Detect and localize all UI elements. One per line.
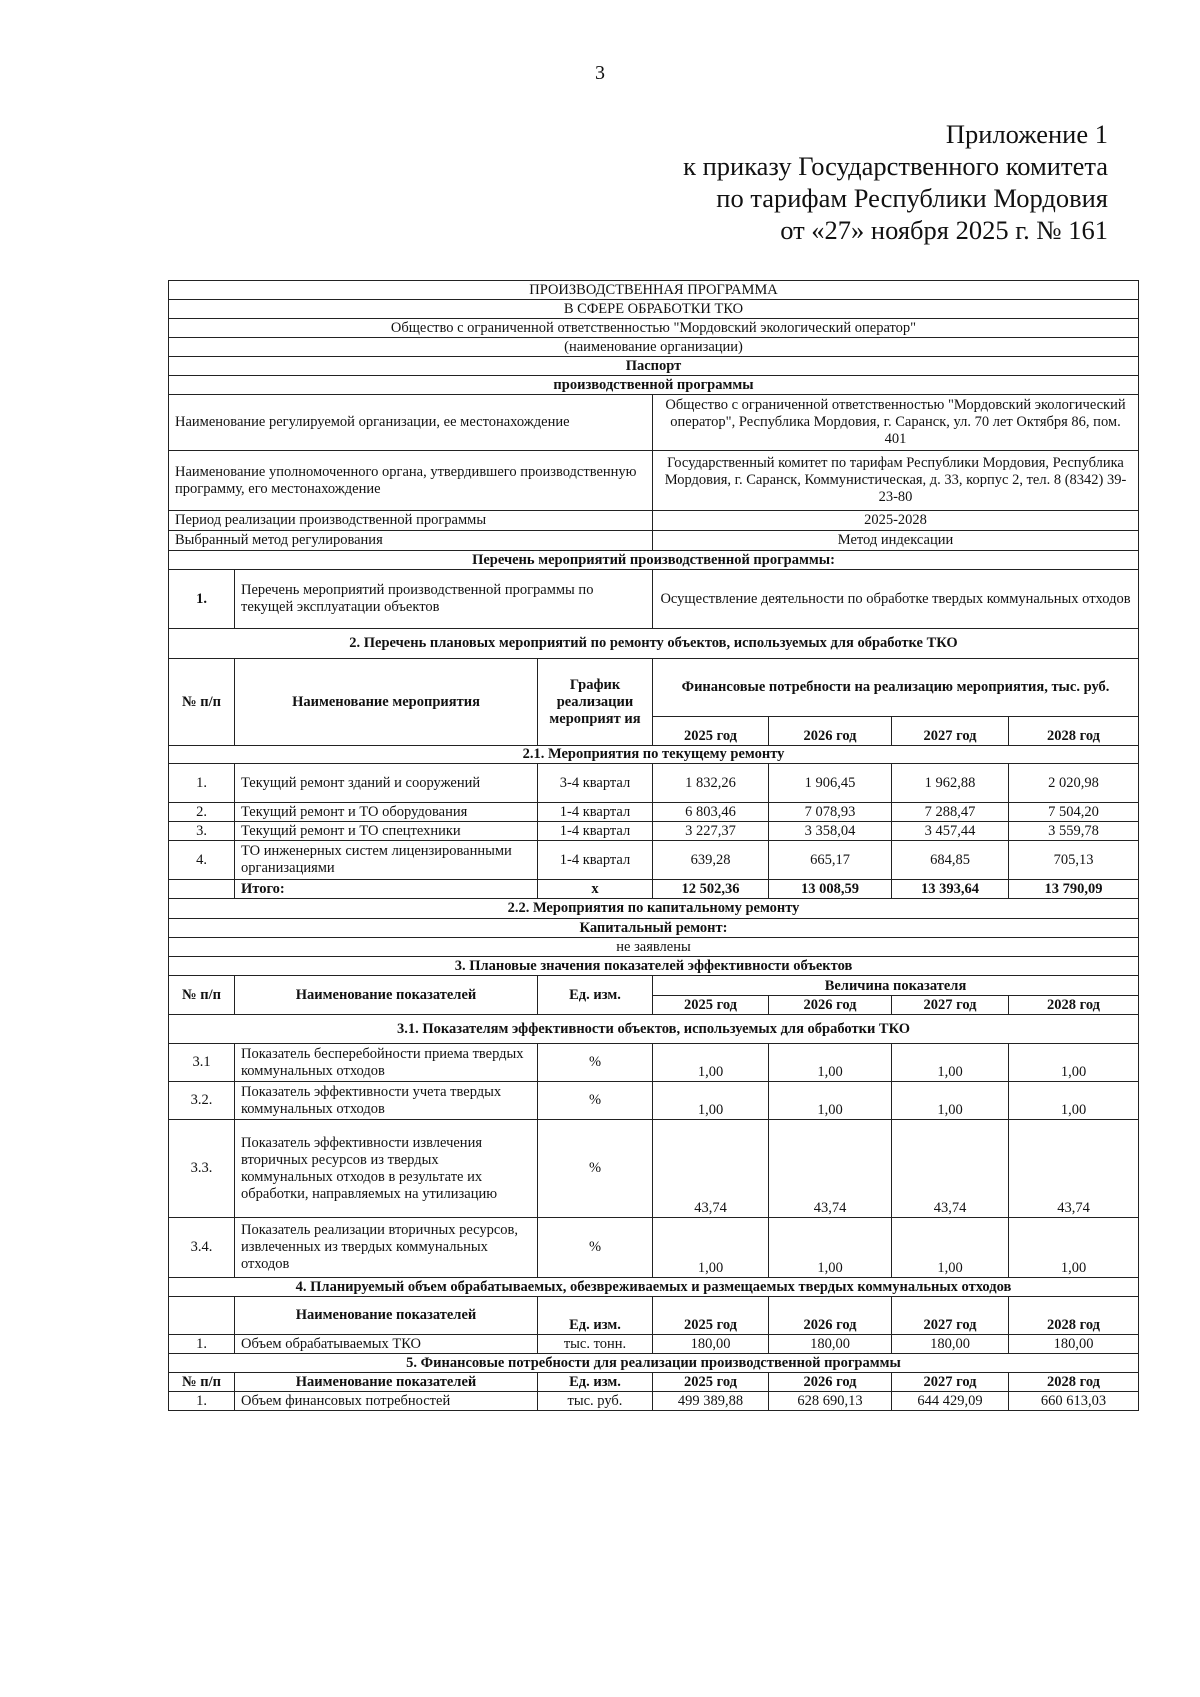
- section4-year-2028: 2028 год: [1009, 1297, 1139, 1335]
- row-name: Показатель реализации вторичных ресурсов, извлеченных из твердых коммунальных отходов: [235, 1218, 538, 1278]
- row-value-2025: 3 227,37: [653, 822, 769, 841]
- section2-col-schedule: График реализации мероприят ия: [538, 659, 653, 746]
- row-value-2027: 1,00: [892, 1218, 1009, 1278]
- row-value-2027: 1 962,88: [892, 764, 1009, 803]
- row-name: Показатель эффективности учета твердых коммунальных отходов: [235, 1082, 538, 1120]
- program-table: [168, 280, 1139, 1411]
- row-value-2026: 1,00: [769, 1218, 892, 1278]
- row-value-2025: 6 803,46: [653, 803, 769, 822]
- table-row: [169, 1218, 1139, 1278]
- total-value-2027: 13 393,64: [892, 880, 1009, 899]
- row-num: 3.3.: [169, 1120, 235, 1218]
- section1-value: Осуществление деятельности по обработке твердых коммунальных отходов: [653, 570, 1139, 629]
- row-name: Текущий ремонт зданий и сооружений: [235, 764, 538, 803]
- appendix-title: Приложение 1: [945, 119, 1108, 149]
- row-unit: %: [538, 1044, 653, 1082]
- row-value-2028: 3 559,78: [1009, 822, 1139, 841]
- row-value-2025: 1,00: [653, 1044, 769, 1082]
- row-value-2026: 7 078,93: [769, 803, 892, 822]
- section5-col-num: № п/п: [169, 1373, 235, 1392]
- section4-header-row: [169, 1297, 1139, 1335]
- section2-year-2026: 2026 год: [769, 717, 892, 746]
- section4-title: 4. Планируемый объем обрабатываемых, обезвреживаемых и размещаемых твердых коммунальных отходов: [169, 1278, 1139, 1297]
- row-value-2028: 1,00: [1009, 1218, 1139, 1278]
- row-value-2027: 1,00: [892, 1082, 1009, 1120]
- page-number: 3: [595, 62, 605, 84]
- row-schedule: 1-4 квартал: [538, 822, 653, 841]
- passport-row-authority: [169, 451, 1139, 511]
- row-value-2028: 7 504,20: [1009, 803, 1139, 822]
- row-value-2025: 180,00: [653, 1335, 769, 1354]
- program-sphere: В СФЕРЕ ОБРАБОТКИ ТКО: [169, 300, 1139, 319]
- section5-header-row: [169, 1373, 1139, 1392]
- row-name: Показатель бесперебойности приема твердых коммунальных отходов: [235, 1044, 538, 1082]
- table-row: [169, 803, 1139, 822]
- section3-year-2026: 2026 год: [769, 996, 892, 1015]
- total-label: Итого:: [235, 880, 538, 899]
- section2-sub2-title: 2.2. Мероприятия по капитальному ремонту: [169, 899, 1139, 919]
- table-row: [169, 764, 1139, 803]
- program-title: ПРОИЗВОДСТВЕННАЯ ПРОГРАММА: [169, 281, 1139, 300]
- row-value-2028: 705,13: [1009, 841, 1139, 880]
- row-num: 3.: [169, 822, 235, 841]
- total-value-2028: 13 790,09: [1009, 880, 1139, 899]
- passport-period-value: 2025-2028: [653, 511, 1139, 531]
- appendix-order-line: к приказу Государственного комитета: [683, 151, 1108, 181]
- row-value-2028: 1,00: [1009, 1082, 1139, 1120]
- total-value-2025: 12 502,36: [653, 880, 769, 899]
- passport-row-period: [169, 511, 1139, 531]
- row-num: 1.: [169, 1392, 235, 1411]
- row-name: ТО инженерных систем лицензированными организациями: [235, 841, 538, 880]
- total-num-empty: [169, 880, 235, 899]
- row-name: Текущий ремонт и ТО оборудования: [235, 803, 538, 822]
- row-schedule: 3-4 квартал: [538, 764, 653, 803]
- passport-row-method: [169, 531, 1139, 551]
- row-value-2027: 644 429,09: [892, 1392, 1009, 1411]
- row-num: 3.1: [169, 1044, 235, 1082]
- appendix-committee-line: по тарифам Республики Мордовия: [716, 183, 1108, 213]
- section3-col-num: № п/п: [169, 976, 235, 1015]
- appendix-header: [683, 118, 1108, 246]
- section2-year-2028: 2028 год: [1009, 717, 1139, 746]
- section1-num: 1.: [169, 570, 235, 629]
- section5-year-2025: 2025 год: [653, 1373, 769, 1392]
- capital-repair-label: Капитальный ремонт:: [169, 919, 1139, 938]
- total-value-2026: 13 008,59: [769, 880, 892, 899]
- table-row: [169, 1335, 1139, 1354]
- passport-period-label: Период реализации производственной программы: [169, 511, 653, 531]
- row-value-2026: 43,74: [769, 1120, 892, 1218]
- row-value-2026: 628 690,13: [769, 1392, 892, 1411]
- capital-repair-value: не заявлены: [169, 938, 1139, 957]
- section4-col-unit: Ед. изм.: [538, 1297, 653, 1335]
- total-row: [169, 880, 1139, 899]
- section2-col-name: Наименование мероприятия: [235, 659, 538, 746]
- section4-col-name: Наименование показателей: [235, 1297, 538, 1335]
- row-name: Объем обрабатываемых ТКО: [235, 1335, 538, 1354]
- table-row: [169, 1082, 1139, 1120]
- row-value-2025: 1,00: [653, 1082, 769, 1120]
- section2-header-row: [169, 659, 1139, 717]
- section3-year-2025: 2025 год: [653, 996, 769, 1015]
- table-row: [169, 841, 1139, 880]
- row-value-2028: 660 613,03: [1009, 1392, 1139, 1411]
- section4-year-2025: 2025 год: [653, 1297, 769, 1335]
- row-value-2027: 3 457,44: [892, 822, 1009, 841]
- passport-method-value: Метод индексации: [653, 531, 1139, 551]
- section2-col-num: № п/п: [169, 659, 235, 746]
- section5-year-2028: 2028 год: [1009, 1373, 1139, 1392]
- section3-col-name: Наименование показателей: [235, 976, 538, 1015]
- row-value-2028: 43,74: [1009, 1120, 1139, 1218]
- row-value-2028: 2 020,98: [1009, 764, 1139, 803]
- row-value-2026: 3 358,04: [769, 822, 892, 841]
- section5-col-name: Наименование показателей: [235, 1373, 538, 1392]
- row-value-2025: 43,74: [653, 1120, 769, 1218]
- row-num: 2.: [169, 803, 235, 822]
- table-row: [169, 1392, 1139, 1411]
- table-row: [169, 1120, 1139, 1218]
- row-value-2028: 1,00: [1009, 1044, 1139, 1082]
- appendix-date-line: от «27» ноября 2025 г. № 161: [780, 215, 1108, 245]
- organization-caption: (наименование организации): [169, 338, 1139, 357]
- row-value-2026: 180,00: [769, 1335, 892, 1354]
- section5-title: 5. Финансовые потребности для реализации производственной программы: [169, 1354, 1139, 1373]
- passport-org-label: Наименование регулируемой организации, ее местонахождение: [169, 395, 653, 451]
- section1-row: [169, 570, 1139, 629]
- row-num: 4.: [169, 841, 235, 880]
- section3-year-2027: 2027 год: [892, 996, 1009, 1015]
- section2-sub1-title: 2.1. Мероприятия по текущему ремонту: [169, 746, 1139, 764]
- row-unit: %: [538, 1082, 653, 1120]
- section3-year-2028: 2028 год: [1009, 996, 1139, 1015]
- organization-name: Общество с ограниченной ответственностью "Мордовский экологический оператор": [169, 319, 1139, 338]
- passport-method-label: Выбранный метод регулирования: [169, 531, 653, 551]
- row-value-2025: 499 389,88: [653, 1392, 769, 1411]
- row-value-2026: 1,00: [769, 1082, 892, 1120]
- passport-org-value: Общество с ограниченной ответственностью "Мордовский экологический оператор", Республика Мордовия, г. Саранск, ул. 70 лет Октября 86, пом. 401: [653, 395, 1139, 451]
- row-num: 1.: [169, 764, 235, 803]
- passport-title: Паспорт: [169, 357, 1139, 376]
- section3-col-unit: Ед. изм.: [538, 976, 653, 1015]
- passport-authority-label: Наименование уполномоченного органа, утвердившего производственную программу, его местонахождение: [169, 451, 653, 511]
- row-unit: тыс. руб.: [538, 1392, 653, 1411]
- row-value-2027: 684,85: [892, 841, 1009, 880]
- section1-title: Перечень мероприятий производственной программы:: [169, 551, 1139, 570]
- passport-row-organization: [169, 395, 1139, 451]
- section2-year-2027: 2027 год: [892, 717, 1009, 746]
- row-num: 1.: [169, 1335, 235, 1354]
- row-value-2027: 180,00: [892, 1335, 1009, 1354]
- row-num: 3.2.: [169, 1082, 235, 1120]
- row-value-2027: 43,74: [892, 1120, 1009, 1218]
- section3-title: 3. Плановые значения показателей эффективности объектов: [169, 957, 1139, 976]
- row-schedule: 1-4 квартал: [538, 841, 653, 880]
- row-name: Текущий ремонт и ТО спецтехники: [235, 822, 538, 841]
- section3-col-value: Величина показателя: [653, 976, 1139, 996]
- passport-authority-value: Государственный комитет по тарифам Республики Мордовия, Республика Мордовия, г. Саранск, Коммунистическая, д. 33, корпус 2, тел. 8 (8342) 39-23-80: [653, 451, 1139, 511]
- row-value-2027: 1,00: [892, 1044, 1009, 1082]
- section3-sub-title: 3.1. Показателям эффективности объектов, используемых для обработки ТКО: [169, 1015, 1139, 1044]
- row-num: 3.4.: [169, 1218, 235, 1278]
- section4-col-num-empty: [169, 1297, 235, 1335]
- row-value-2025: 639,28: [653, 841, 769, 880]
- row-value-2025: 1 832,26: [653, 764, 769, 803]
- passport-subtitle: производственной программы: [169, 376, 1139, 395]
- row-name: Показатель эффективности извлечения вторичных ресурсов из твердых коммунальных отходов в результате их обработки, направляемых на утилизацию: [235, 1120, 538, 1218]
- row-schedule: 1-4 квартал: [538, 803, 653, 822]
- row-value-2028: 180,00: [1009, 1335, 1139, 1354]
- section2-year-2025: 2025 год: [653, 717, 769, 746]
- row-value-2026: 1,00: [769, 1044, 892, 1082]
- row-value-2026: 1 906,45: [769, 764, 892, 803]
- row-value-2027: 7 288,47: [892, 803, 1009, 822]
- row-unit: тыс. тонн.: [538, 1335, 653, 1354]
- section4-year-2026: 2026 год: [769, 1297, 892, 1335]
- row-unit: %: [538, 1218, 653, 1278]
- section4-year-2027: 2027 год: [892, 1297, 1009, 1335]
- section5-year-2026: 2026 год: [769, 1373, 892, 1392]
- table-row: [169, 822, 1139, 841]
- section5-year-2027: 2027 год: [892, 1373, 1009, 1392]
- section3-header-row: [169, 976, 1139, 996]
- section1-label: Перечень мероприятий производственной программы по текущей эксплуатации объектов: [235, 570, 653, 629]
- row-value-2025: 1,00: [653, 1218, 769, 1278]
- section2-col-finance: Финансовые потребности на реализацию мероприятия, тыс. руб.: [653, 659, 1139, 717]
- table-row: [169, 1044, 1139, 1082]
- section2-title: 2. Перечень плановых мероприятий по ремонту объектов, используемых для обработке ТКО: [169, 629, 1139, 659]
- row-value-2026: 665,17: [769, 841, 892, 880]
- total-schedule: x: [538, 880, 653, 899]
- row-name: Объем финансовых потребностей: [235, 1392, 538, 1411]
- row-unit: %: [538, 1120, 653, 1218]
- section5-col-unit: Ед. изм.: [538, 1373, 653, 1392]
